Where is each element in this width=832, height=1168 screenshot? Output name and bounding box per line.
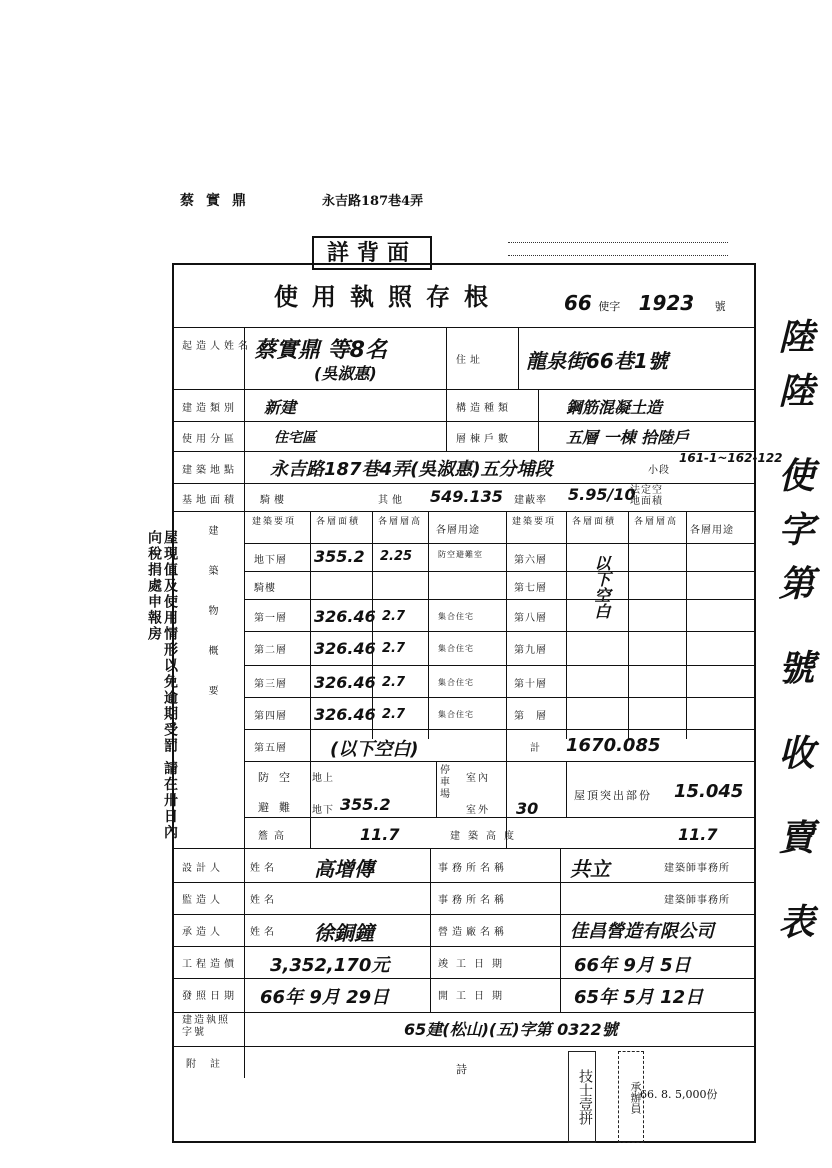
use-zone-value: 住宅區 xyxy=(274,430,316,446)
left-row-1-name: 騎樓 xyxy=(254,583,276,594)
left-row-3-height: 2.7 xyxy=(382,641,406,656)
permit-label: 使字 xyxy=(598,300,621,313)
roof-label: 屋頂突出部份 xyxy=(574,789,652,802)
left-header-area: 各層面積 xyxy=(316,517,361,527)
right-row-6-name: 計 xyxy=(530,743,541,754)
left-header-item: 建築要項 xyxy=(252,517,297,527)
outdoor-label: 室外 xyxy=(466,805,490,816)
left-row-4-use: 集合住宅 xyxy=(438,678,474,687)
side-note: 屋現值及使用情形以免逾期受罰 請在卅日內向稅捐處申報房 xyxy=(146,530,178,841)
outdoor-value: 30 xyxy=(516,799,539,818)
supervisor-office-suffix: 建築師事務所 xyxy=(664,895,730,906)
left-row-0-name: 地下層 xyxy=(254,555,287,566)
residence-label: 住址 xyxy=(456,355,484,366)
legal-vacant-label: 法定空地面積 xyxy=(630,485,663,507)
form-title: 使用執照存根 xyxy=(274,282,502,311)
supervisor-office-label: 事務所名稱 xyxy=(438,895,508,906)
contractor-label: 承造人 xyxy=(182,927,224,938)
site-label: 建築地點 xyxy=(182,465,238,476)
right-void-note: 以下空白 xyxy=(592,555,611,619)
firm-value: 佳昌營造有限公司 xyxy=(570,921,714,942)
site-value: 永吉路187巷4弄(吳淑惠)五分埔段 xyxy=(270,459,553,480)
completion-value: 66年 9月 5日 xyxy=(574,955,691,976)
cost-value: 3,352,170元 xyxy=(270,955,390,976)
applicant-value: 蔡實鼎 等8名 xyxy=(254,338,387,363)
firm-label: 營造廠名稱 xyxy=(438,927,508,938)
right-row-4-name: 第十層 xyxy=(514,679,547,690)
coverage-value: 5.95/10 xyxy=(568,485,636,504)
seal-mark: 詩 xyxy=(456,1063,467,1076)
left-row-5-height: 2.7 xyxy=(382,707,406,722)
left-row-0-use: 防空避難室 xyxy=(438,550,483,559)
right-header-use: 各層用途 xyxy=(690,525,734,536)
building-height-value: 11.7 xyxy=(678,825,718,844)
designer-office-label: 事務所名稱 xyxy=(438,863,508,874)
office-seal: 承辦員 xyxy=(618,1051,644,1143)
indoor-label: 室內 xyxy=(466,773,490,784)
right-row-0-name: 第六層 xyxy=(514,555,547,566)
underground-label: 地下 xyxy=(312,805,334,816)
designer-label: 設計人 xyxy=(182,863,224,874)
coverage-label: 建蔽率 xyxy=(514,495,547,506)
left-row-2-area: 326.46 xyxy=(314,607,376,626)
left-row-4-height: 2.7 xyxy=(382,675,406,690)
lot-value: 161-1~162-122 xyxy=(679,451,783,465)
right-header-height: 各層層高 xyxy=(634,517,679,527)
designer-office-suffix: 建築師事務所 xyxy=(664,863,730,874)
license-label: 建造執照字號 xyxy=(182,1015,230,1038)
permit-number xyxy=(564,291,726,315)
above-ground-label: 地上 xyxy=(312,773,334,784)
other-area-value: 549.135 xyxy=(430,487,503,506)
contractor-value: 徐銅鐘 xyxy=(314,921,374,945)
issue-label: 發照日期 xyxy=(182,991,238,1002)
other-label: 其他 xyxy=(378,495,406,506)
structure-label: 構造種類 xyxy=(456,403,512,414)
base-area-label: 基地面積 xyxy=(182,495,238,506)
structure-value: 鋼筋混凝土造 xyxy=(566,398,663,417)
issue-value: 66年 9月 29日 xyxy=(260,987,390,1008)
left-row-0-area: 355.2 xyxy=(314,547,365,566)
owner-address-header: 永吉路187巷4弄 xyxy=(322,194,424,209)
permit-no-value: 1923 xyxy=(638,291,695,315)
use-zone-label: 使用分區 xyxy=(182,434,238,445)
right-row-3-name: 第九層 xyxy=(514,645,547,656)
approval-seal: 技士壹拼 xyxy=(568,1051,596,1143)
owner-name-header: 蔡實鼎 xyxy=(180,193,258,209)
completion-label: 竣工日期 xyxy=(438,959,510,970)
civil-defense-label-1: 防空 xyxy=(258,771,300,784)
parking-label: 停車場 xyxy=(440,765,450,800)
right-row-1-name: 第七層 xyxy=(514,583,547,594)
applicant-label: 起造人姓名 xyxy=(182,341,252,352)
right-header-area: 各層面積 xyxy=(572,517,617,527)
permit-suffix: 號 xyxy=(714,300,726,313)
right-row-6-area: 1670.085 xyxy=(566,735,661,756)
left-row-2-name: 第一層 xyxy=(254,613,287,624)
floors-label: 層棟戶數 xyxy=(456,434,512,445)
left-row-5-use: 集合住宅 xyxy=(438,710,474,719)
left-row-2-use: 集合住宅 xyxy=(438,612,474,621)
roof-value: 15.045 xyxy=(674,781,744,802)
right-header-item: 建築要項 xyxy=(512,517,557,527)
building-type-label: 建造類別 xyxy=(182,403,238,414)
eave-label: 簷高 xyxy=(258,831,290,842)
left-row-0-height: 2.25 xyxy=(380,549,413,564)
right-margin-handwriting: 陸陸 使字第 號 收 賣 表 xyxy=(773,318,814,957)
left-row-3-area: 326.46 xyxy=(314,639,376,658)
supervisor-label: 監造人 xyxy=(182,895,224,906)
notes-label: 附註 xyxy=(186,1059,234,1070)
permit-prefix: 66 xyxy=(564,291,592,315)
designer-value: 高增傳 xyxy=(314,857,374,881)
left-row-3-name: 第二層 xyxy=(254,645,287,656)
left-row-2-height: 2.7 xyxy=(382,609,406,624)
eave-value: 11.7 xyxy=(360,825,400,844)
left-header-height: 各層層高 xyxy=(378,517,423,527)
floors-value: 五層 一棟 拾陸戶 xyxy=(566,428,690,447)
left-row-6-name: 第五層 xyxy=(254,743,287,754)
permit-form xyxy=(172,263,783,1143)
designer-office-value: 共立 xyxy=(570,857,610,881)
stamp-notes xyxy=(508,232,728,256)
left-row-6-area: (以下空白) xyxy=(330,739,419,760)
lot-label: 小段 xyxy=(648,465,670,476)
contractor-name-label: 姓名 xyxy=(250,927,278,938)
left-row-3-use: 集合住宅 xyxy=(438,644,474,653)
cost-label: 工程造價 xyxy=(182,959,238,970)
left-row-5-area: 326.46 xyxy=(314,705,376,724)
left-row-4-area: 326.46 xyxy=(314,673,376,692)
building-height-label: 建築高度 xyxy=(450,831,522,842)
supervisor-name-label: 姓名 xyxy=(250,895,278,906)
right-row-5-name: 第 層 xyxy=(514,711,547,722)
right-row-2-name: 第八層 xyxy=(514,613,547,624)
start-label: 開工日期 xyxy=(438,991,510,1002)
license-value: 65建(松山)(五)字第 0322號 xyxy=(404,1020,618,1039)
designer-name-label: 姓名 xyxy=(250,863,278,874)
start-value: 65年 5月 12日 xyxy=(574,987,704,1008)
civil-defense-label-2: 避難 xyxy=(258,801,300,814)
stamp-title: 詳背面 xyxy=(312,236,432,270)
print-mark: 66. 8. 5,000份 xyxy=(640,1088,718,1101)
applicant-note: (吳淑惠) xyxy=(314,364,377,383)
left-row-5-name: 第四層 xyxy=(254,711,287,722)
building-type-value: 新建 xyxy=(264,398,297,417)
left-row-4-name: 第三層 xyxy=(254,679,287,690)
building-section-label: 建築物概要 xyxy=(206,525,217,725)
residence-value: 龍泉街66巷1號 xyxy=(526,349,668,373)
underground-value: 355.2 xyxy=(340,795,391,814)
arcade-label: 騎樓 xyxy=(260,495,288,506)
left-header-use: 各層用途 xyxy=(436,525,480,536)
